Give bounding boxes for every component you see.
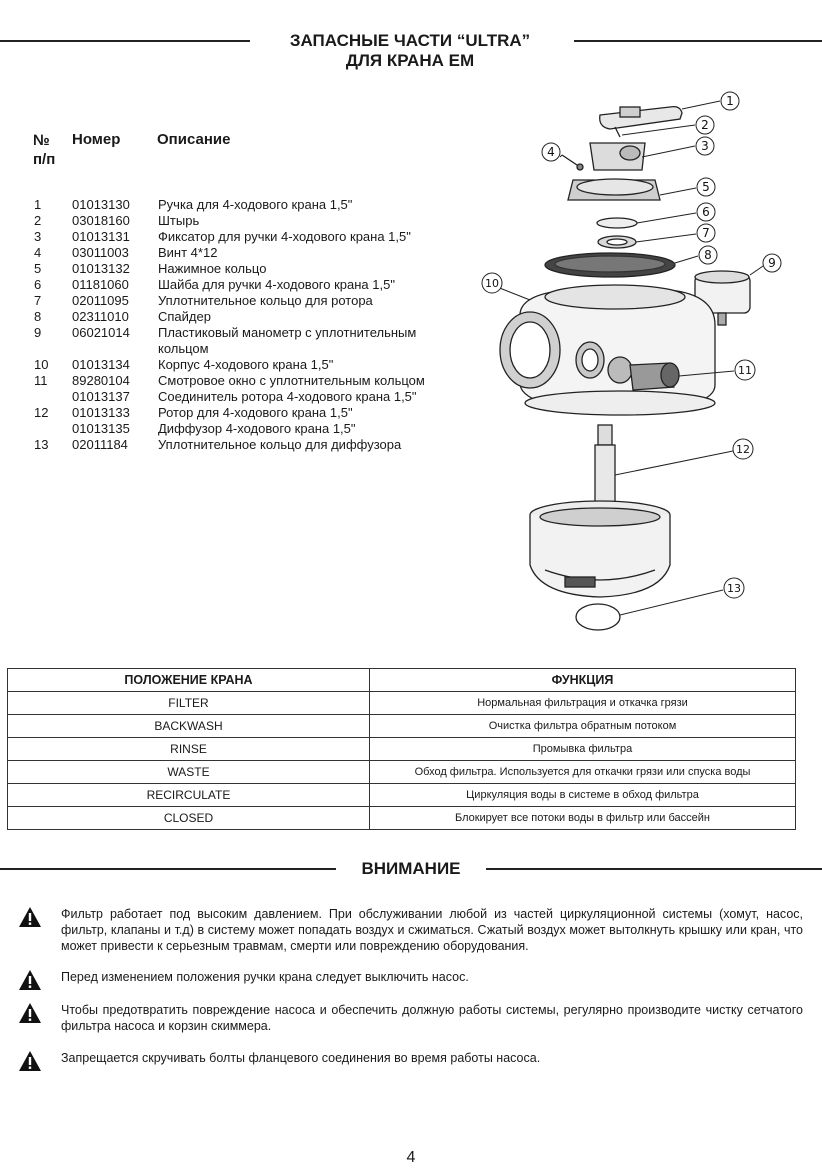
part-desc: Ротор для 4-ходового крана 1,5" <box>158 405 353 420</box>
parts-row <box>28 405 468 421</box>
warning-triangle-icon <box>18 906 42 928</box>
callout-10: 10 <box>485 277 499 290</box>
part-num: 5 <box>34 261 42 276</box>
part-num: 12 <box>34 405 49 420</box>
parts-row <box>28 309 468 325</box>
part-desc: Пластиковый манометр с уплотнительным <box>158 325 417 340</box>
part-num: 3 <box>34 229 42 244</box>
part-num: 8 <box>34 309 42 324</box>
callout-12: 12 <box>736 443 750 456</box>
part-num <box>28 421 72 437</box>
position-cell: BACKWASH <box>8 715 370 738</box>
warning-rule-left <box>0 868 336 870</box>
position-cell: RINSE <box>8 738 370 761</box>
parts-row <box>28 245 468 261</box>
table-row <box>8 692 796 715</box>
parts-row <box>28 341 468 357</box>
page-title-line2: ДЛЯ КРАНА EM <box>345 51 475 70</box>
warning-text: Запрещается скручивать болты фланцевого соединения во время работы насоса. <box>61 1051 541 1065</box>
part-num: 13 <box>34 437 49 452</box>
part-code: 01013131 <box>72 229 130 244</box>
parts-list <box>28 197 468 453</box>
part-desc: Уплотнительное кольцо для ротора <box>158 293 373 308</box>
part-desc: Фиксатор для ручки 4-ходового крана 1,5" <box>158 229 411 244</box>
part-handle <box>600 107 682 129</box>
part-diffuser-oring <box>576 604 620 630</box>
part-num <box>28 389 72 405</box>
parts-row <box>28 213 468 229</box>
header-rule-left <box>0 40 250 42</box>
part-code: 01013134 <box>72 357 130 372</box>
table-header-row <box>8 669 796 692</box>
warning-triangle-icon <box>18 1002 42 1024</box>
page-number: 4 <box>406 1149 416 1166</box>
part-num: 6 <box>34 277 42 292</box>
part-desc: Уплотнительное кольцо для диффузора <box>158 437 402 452</box>
function-cell: Блокирует все потоки воды в фильтр или бассейн <box>370 807 796 830</box>
warning-text: Чтобы предотвратить повреждение насоса и обеспечить должную работы системы, регулярно производите чистку сетчатого фильтра насоса и корзин скиммера. <box>61 1003 803 1033</box>
table-row <box>8 715 796 738</box>
parts-row <box>28 229 468 245</box>
part-desc: Штырь <box>158 213 200 228</box>
table-row <box>8 761 796 784</box>
part-desc: Ручка для 4-ходового крана 1,5" <box>158 197 353 212</box>
function-cell: Промывка фильтра <box>370 738 796 761</box>
header-position: ПОЛОЖЕНИЕ КРАНА <box>8 669 370 692</box>
part-code: 03018160 <box>72 213 130 228</box>
part-num: 11 <box>34 373 48 388</box>
callout-8: 8 <box>704 248 712 262</box>
part-code: 03011003 <box>72 245 129 260</box>
callout-3: 3 <box>701 139 709 153</box>
parts-col-code: Номер <box>72 131 121 148</box>
part-code: 01013137 <box>72 389 130 404</box>
part-num: 10 <box>34 357 49 372</box>
part-num: 4 <box>34 245 42 260</box>
valve-function-table <box>7 668 796 830</box>
callout-1: 1 <box>726 94 734 108</box>
page-title-line1: ЗАПАСНЫЕ ЧАСТИ “ULTRA” <box>289 31 531 50</box>
parts-row <box>28 373 468 389</box>
part-desc: Шайба для ручки 4-ходового крана 1,5" <box>158 277 395 292</box>
part-desc: Спайдер <box>158 309 211 324</box>
part-num <box>28 341 72 357</box>
part-code: 01013135 <box>72 421 130 436</box>
parts-row <box>28 261 468 277</box>
part-desc: Корпус 4-ходового крана 1,5" <box>158 357 334 372</box>
table-row <box>8 738 796 761</box>
callout-6: 6 <box>702 205 710 219</box>
part-code: 01013132 <box>72 261 130 276</box>
warning-triangle-icon <box>18 1050 42 1072</box>
parts-col-num-line1: № <box>33 132 50 149</box>
position-cell: WASTE <box>8 761 370 784</box>
part-code: 89280104 <box>72 373 130 388</box>
warning-triangle-icon <box>18 969 42 991</box>
parts-row <box>28 277 468 293</box>
part-num: 9 <box>34 325 42 340</box>
header-rule-right <box>574 40 822 42</box>
function-cell: Очистка фильтра обратным потоком <box>370 715 796 738</box>
callout-5: 5 <box>702 180 710 194</box>
warning-text: Фильтр работает под высоким давлением. При обслуживании любой из частей циркуляционной системы (хомут, насос, фильтр, клапаны и т.д) в систему может попадать воздух и сжиматься. Сжатый воздух может вытолкнуть крышку или кран, что может привести к серьезным травмам, смерти или повреждению оборудования. <box>61 907 803 953</box>
part-rotor-stem <box>598 425 612 445</box>
parts-col-desc: Описание <box>157 131 231 148</box>
callout-4: 4 <box>547 145 555 159</box>
warning-item <box>18 969 808 991</box>
parts-row <box>28 357 468 373</box>
callout-9: 9 <box>768 256 776 270</box>
part-code: 01013130 <box>72 197 130 212</box>
valve-exploded-diagram <box>470 85 815 645</box>
part-washer <box>597 218 637 228</box>
table-row <box>8 784 796 807</box>
position-cell: RECIRCULATE <box>8 784 370 807</box>
part-desc: Нажимное кольцо <box>158 261 267 276</box>
warning-item <box>18 1002 808 1034</box>
part-code: 02311010 <box>72 309 129 324</box>
parts-col-num-line2: п/п <box>33 151 56 168</box>
warning-text: Перед изменением положения ручки крана следует выключить насос. <box>61 970 469 984</box>
warning-rule-right <box>486 868 822 870</box>
part-desc: Смотровое окно с уплотнительным кольцом <box>158 373 425 388</box>
part-code: 02011095 <box>72 293 129 308</box>
part-desc: кольцом <box>158 341 209 356</box>
callout-11: 11 <box>738 364 752 377</box>
parts-row <box>28 197 468 213</box>
function-cell: Нормальная фильтрация и откачка грязи <box>370 692 796 715</box>
parts-row <box>28 437 468 453</box>
callout-2: 2 <box>701 118 709 132</box>
parts-row <box>28 293 468 309</box>
part-desc: Соединитель ротора 4-ходового крана 1,5" <box>158 389 417 404</box>
part-num: 2 <box>34 213 42 228</box>
position-cell: FILTER <box>8 692 370 715</box>
table-row <box>8 807 796 830</box>
part-desc: Диффузор 4-ходового крана 1,5" <box>158 421 356 436</box>
part-num: 7 <box>34 293 42 308</box>
parts-row <box>28 325 468 341</box>
part-num: 1 <box>34 197 42 212</box>
function-cell: Обход фильтра. Используется для откачки грязи или спуска воды <box>370 761 796 784</box>
parts-col-num <box>33 131 55 169</box>
parts-row <box>28 389 468 405</box>
warning-title: ВНИМАНИЕ <box>361 859 461 878</box>
warning-item <box>18 1050 808 1072</box>
part-code: 01013133 <box>72 405 130 420</box>
function-cell: Циркуляция воды в системе в обход фильтра <box>370 784 796 807</box>
part-code: 01181060 <box>72 277 129 292</box>
part-code <box>72 341 158 357</box>
part-desc: Винт 4*12 <box>158 245 218 260</box>
header-function: ФУНКЦИЯ <box>370 669 796 692</box>
warning-item <box>18 906 808 954</box>
parts-row <box>28 421 468 437</box>
callout-13: 13 <box>727 582 741 595</box>
part-code: 06021014 <box>72 325 130 340</box>
part-code: 02011184 <box>72 437 128 452</box>
position-cell: CLOSED <box>8 807 370 830</box>
callout-7: 7 <box>702 226 710 240</box>
